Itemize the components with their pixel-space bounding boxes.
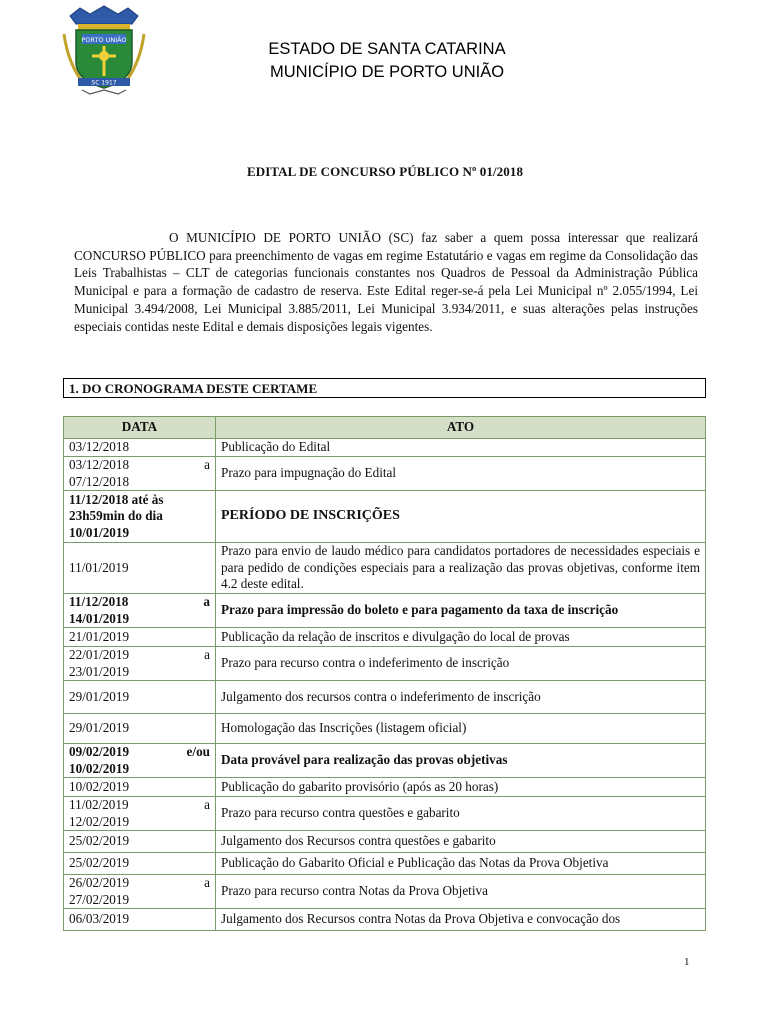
cell-ato: Prazo para impugnação do Edital [216,457,706,491]
cell-ato: Publicação do gabarito provisório (após as 20 horas) [216,778,706,797]
date-line [69,594,210,611]
date-line [69,647,210,664]
date-start: 29/01/2019 [69,688,130,704]
table-row [64,853,706,875]
table-row [64,491,706,543]
municipal-coat-of-arms-icon [62,4,146,96]
table-header-row [64,417,706,439]
section-heading-cronograma: 1. DO CRONOGRAMA DESTE CERTAME [63,378,706,398]
date-start: 03/12/2018 [69,457,130,472]
cell-ato: Publicação do Gabarito Oficial e Publicação das Notas da Prova Objetiva [216,853,706,875]
date-connector: a [204,797,210,812]
cell-ato: PERÍODO DE INSCRIÇÕES [216,491,706,543]
cell-ato: Prazo para recurso contra o indeferimento de inscrição [216,647,706,681]
date-line: 10/02/2019 [69,760,130,776]
date-line [69,720,210,737]
date-start: 22/01/2019 [69,647,130,662]
date-connector: e/ou [186,744,210,759]
table-row [64,831,706,853]
date-connector: a [204,875,210,890]
date-line [69,744,210,761]
table-row [64,628,706,647]
cell-date [64,797,216,831]
cell-ato: Publicação do Edital [216,439,706,457]
schedule-table [63,416,706,931]
svg-text:PORTO UNIÃO: PORTO UNIÃO [81,36,127,44]
cell-date [64,778,216,797]
state-name: ESTADO DE SANTA CATARINA [268,40,506,58]
date-start: 11/12/2018 até às [69,491,164,507]
date-line: 07/12/2018 [69,473,130,489]
date-line [69,779,210,796]
date-start: 11/02/2019 [69,797,129,812]
cell-date [64,744,216,778]
government-header [200,38,574,84]
cell-date [64,647,216,681]
date-line [69,911,210,928]
date-connector: a [204,647,210,662]
date-line [69,560,210,577]
date-start: 11/12/2018 [69,594,129,609]
table-row [64,457,706,491]
date-line [69,492,210,509]
date-start: 03/12/2018 [69,439,130,455]
date-start: 06/03/2019 [69,911,130,927]
date-line: 27/02/2019 [69,891,130,907]
table-row [64,439,706,457]
cell-date [64,439,216,457]
date-line [69,439,210,456]
cell-date [64,491,216,543]
date-connector: a [204,457,210,472]
column-header-data: DATA [64,417,216,439]
date-start: 29/01/2019 [69,720,130,736]
date-line [69,833,210,850]
date-line [69,689,210,706]
cell-ato: Publicação da relação de inscritos e divulgação do local de provas [216,628,706,647]
cell-date [64,681,216,714]
table-row [64,714,706,744]
column-header-ato: ATO [216,417,706,439]
table-row [64,594,706,628]
cell-ato: Julgamento dos Recursos contra Notas da Prova Objetiva e convocação dos [216,909,706,931]
cell-ato: Julgamento dos Recursos contra questões e gabarito [216,831,706,853]
date-line: 23/01/2019 [69,663,130,679]
table-row [64,744,706,778]
date-line: 14/01/2019 [69,610,130,626]
date-start: 25/02/2019 [69,855,130,871]
date-line [69,797,210,814]
cell-date [64,831,216,853]
cell-date [64,875,216,909]
edital-title: EDITAL DE CONCURSO PÚBLICO Nº 01/2018 [246,164,524,179]
municipality-name: MUNICÍPIO DE PORTO UNIÃO [269,63,505,81]
cell-date [64,457,216,491]
table-row [64,778,706,797]
date-line: 12/02/2019 [69,813,130,829]
table-row [64,647,706,681]
date-start: 26/02/2019 [69,875,130,890]
cell-ato: Data provável para realização das provas objetivas [216,744,706,778]
date-connector: a [203,594,210,609]
date-start: 10/02/2019 [69,778,130,794]
cell-date [64,909,216,931]
date-start: 25/02/2019 [69,833,130,849]
date-line: 23h59min do dia [69,508,163,524]
cell-ato: Prazo para impressão do boleto e para pagamento da taxa de inscrição [216,594,706,628]
cell-date [64,853,216,875]
cell-ato: Julgamento dos recursos contra o indeferimento de inscrição [216,681,706,714]
cell-ato: Homologação das Inscrições (listagem oficial) [216,714,706,744]
table-row [64,909,706,931]
date-start: 11/01/2019 [69,559,129,575]
date-start: 09/02/2019 [69,744,130,759]
table-row [64,875,706,909]
date-line [69,855,210,872]
cell-ato: Prazo para envio de laudo médico para candidatos portadores de necessidades especiais e para pedido de condições especiais para a realização das provas objetivas, conforme item 4.2 deste edital. [216,543,706,594]
table-row [64,681,706,714]
date-line [69,629,210,646]
cell-ato: Prazo para recurso contra Notas da Prova Objetiva [216,875,706,909]
cell-date [64,594,216,628]
date-start: 21/01/2019 [69,628,130,644]
date-line [69,875,210,892]
cell-date [64,543,216,594]
date-line [69,457,210,474]
table-row [64,543,706,594]
cell-date [64,628,216,647]
table-row [64,797,706,831]
intro-paragraph: O MUNICÍPIO DE PORTO UNIÃO (SC) faz saber a quem possa interessar que realizará CONCURSO PÚBLICO para preenchimento de vagas em regime Estatutário e vagas em regime da Consolidação das Leis Trabalhistas – CLT de categorias funcionais constantes nos Quadros de Pessoal da Administração Pública Municipal e para a formação de cadastro de reserva. Este Edital reger-se-á pela Lei Municipal nº 2.055/1994, Lei Municipal 3.494/2008, Lei Municipal 3.885/2011, Lei Municipal 3.934/2011, e suas alterações pelas instruções especiais contidas neste Edital e demais disposições legais vigentes. [74,230,698,334]
page-number: 1 [684,956,690,968]
svg-text:SC 1917: SC 1917 [91,79,117,87]
cell-ato: Prazo para recurso contra questões e gabarito [216,797,706,831]
date-line: 10/01/2019 [69,524,130,540]
cell-date [64,714,216,744]
